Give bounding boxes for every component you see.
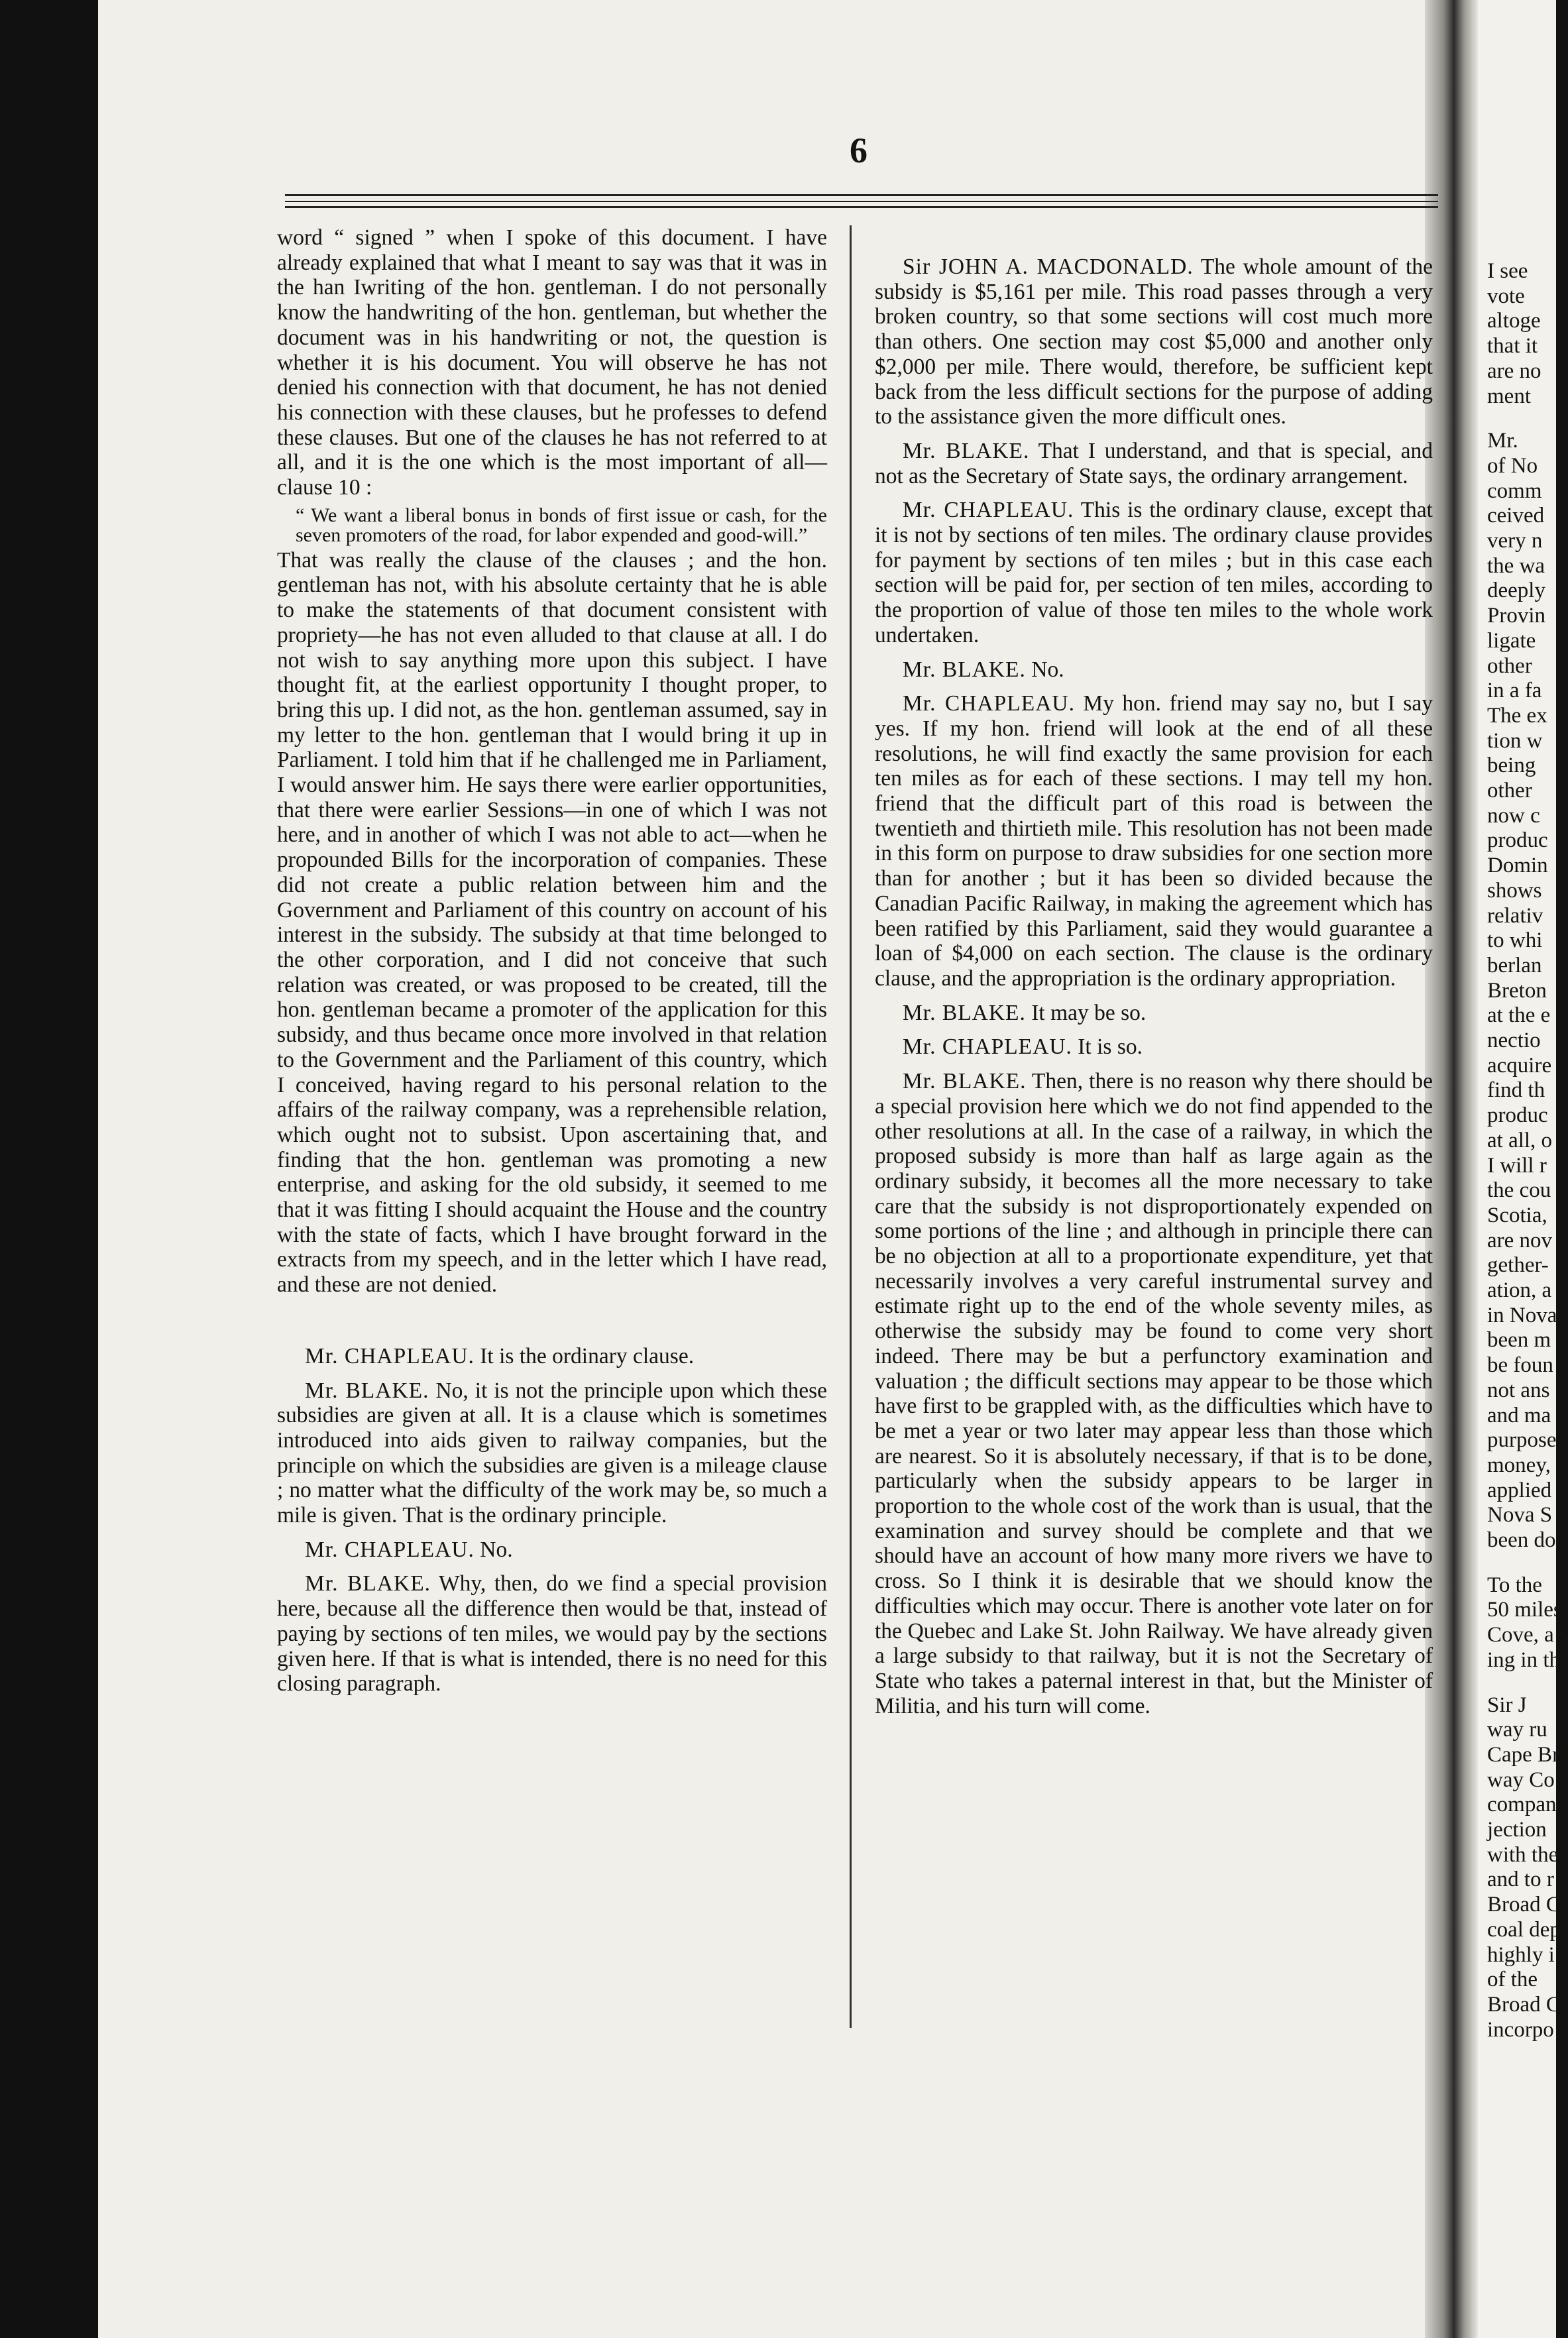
page-number: 6 [850,131,868,170]
speaker-name: Mr. BLAKE. [903,657,1026,682]
adjacent-page-line: ation, a [1487,1278,1552,1302]
adjacent-page-line: altoge [1487,309,1541,333]
speaker-name: Mr. BLAKE. [903,1069,1027,1094]
adjacent-page-line: are nov [1487,1228,1553,1252]
adjacent-page-line: coal dep [1487,1917,1561,1942]
speech-paragraph [875,1034,1433,1060]
adjacent-page-line: Cove, a s [1487,1623,1568,1647]
speaker-name: Mr. CHAPLEAU. [903,1034,1072,1060]
speech-paragraph [875,1001,1433,1026]
speech-paragraph [277,1344,827,1369]
speaker-name: Mr. BLAKE. [903,1000,1026,1025]
speaker-name: Mr. CHAPLEAU. [305,1537,475,1562]
adjacent-page-line: relativ [1487,903,1543,928]
adjacent-page-line: are no [1487,359,1541,383]
adjacent-page-line: shows [1487,878,1542,903]
adjacent-page-line: been do [1487,1528,1556,1552]
adjacent-page-line: I will r [1487,1153,1547,1178]
adjacent-page-line: highly i [1487,1942,1555,1967]
speech-text: That I understand, and that is special, and not as the Secretary of State says, the ordinary arrangement. [875,438,1433,488]
adjacent-page-line: the cou [1487,1178,1551,1203]
speech-paragraph [875,498,1433,647]
adjacent-page-line: ing in th [1487,1647,1561,1672]
adjacent-page-line: produc [1487,1103,1548,1128]
speaker-name: Mr. CHAPLEAU. [903,691,1075,716]
speaker-name: Mr. BLAKE. [903,438,1030,463]
adjacent-page-line: produc [1487,828,1548,853]
adjacent-page-line: deeply [1487,579,1545,603]
adjacent-page-line: money, [1487,1453,1551,1477]
speech-text: My hon. friend may say no, but I say yes. If my hon. friend will look at the end of all these resolutions, he will find exactly the same provision for each ten miles as for each of these sections. I may tell my hon. friend that the difficult part of this road is between the twentieth and thirtieth mile. This resolution has not been made in this form on purpose to draw subsidies for one section more than for another ; but it has been so divided because the Canadian Pacific Railway, in making the agreement which has been ratified by this Parliament, said they would guarantee a loan of $4,000 on each section. The clause is the ordinary clause, and the appropriation is the ordinary appropriation. [875,691,1433,991]
speaker-name: Mr. BLAKE. [305,1571,431,1596]
adjacent-page-line: To the [1487,1573,1542,1597]
speech-text: It is so. [1078,1034,1143,1060]
adjacent-page-line: find th [1487,1078,1545,1103]
adjacent-page-line: been m [1487,1328,1551,1353]
speech-paragraph [277,1537,827,1563]
speech-text: No. [1031,657,1064,682]
quoted-clause [277,506,827,545]
speech-text: The whole amount of the subsidy is $5,161 per mile. This road passes through a very broken country, so that some sections will cost much more than others. One section may cost $5,000 and another only $2,000 per mile. There would, therefore, be sufficient kept back from the less difficult sections for the purpose of adding to the assistance given the more difficult ones. [875,254,1433,429]
adjacent-page-line: the wa [1487,553,1545,578]
body-paragraph [277,225,827,500]
speech-text: Then, there is no reason why there should be a special provision here which we do not find appended to the other resolutions at all. In the case of a railway, in which the proposed subsidy is more than half as large again as the ordinary subsidy, it becomes all the more necessary to take care that the subsidy is not disproportionately expended on some portions of the line ; and although in principle there can be no objection at all to a proportionate expenditure, yet that necessarily involves a very careful instrumental survey and estimate right up to the end of the whole seventy miles, as otherwise the subsidy may be found to come very short indeed. There may be but a perfunctory examination and valuation ; the difficult sections may appear to be those which have first to be grappled with, as the difficulties which have to be met a year or two later may appear less than those which are nearest. So it is absolutely necessary, if that is to be done, particularly when the subsidy appears to be larger in proportion to the whole cost of the work than is usual, that the examination and survey should be complete and that we should have an account of how many more rivers we have to cross. So I think it is desirable that we should know the difficulties which may occur. There is another vote later on for the Quebec and Lake St. John Railway. We have already given a large subsidy to that railway, but it is not the Secretary of State who takes a paternal interest in that, but the Minister of Militia, and his turn will come. [875,1069,1433,1718]
speaker-name: Mr. CHAPLEAU. [305,1343,475,1368]
paragraph-text: word “ signed ” when I spoke of this document. I have already explained that what I meant to say was that it was in the han Iwriting of the hon. gentleman. I do not personally know the handwriting of the hon. gentleman, but whether the document was in his handwriting or not, the question is whether it is his document. You will observe he has not denied his connection with that document, he has not denied his connection with these clauses, but he professes to defend these clauses. But one of the clauses he has not referred to at all, and it is the one which is the most important of all— clause 10 : [277,225,827,500]
adjacent-page-line: Domin [1487,854,1548,878]
adjacent-page-line: comm [1487,478,1542,503]
adjacent-page-line: I see [1487,259,1528,283]
adjacent-page-line: purpose [1487,1428,1557,1453]
header-rule-top [285,194,1438,196]
adjacent-page-line: applied [1487,1478,1552,1502]
adjacent-page-line: be foun [1487,1353,1553,1378]
speech-text: It is the ordinary clause. [480,1343,695,1368]
adjacent-page-line: Sir J [1487,1693,1527,1717]
speech-text: No. [480,1537,513,1562]
adjacent-page-line: other [1487,653,1532,678]
adjacent-page-line: other [1487,779,1532,803]
adjacent-page-line: ligate [1487,628,1536,653]
adjacent-page-line: at all, o [1487,1128,1553,1152]
adjacent-page-line: of the [1487,1968,1538,1992]
adjacent-page-line: in a fa [1487,679,1542,703]
speech-paragraph [875,439,1433,488]
speaker-name: Mr. BLAKE. [305,1378,429,1403]
adjacent-page-line: with the [1487,1842,1559,1867]
adjacent-page-line: that it [1487,334,1538,359]
adjacent-page-line: now c [1487,803,1540,828]
adjacent-page-line: very n [1487,529,1543,553]
adjacent-page-line: Breton [1487,978,1547,1003]
speech-paragraph [875,691,1433,991]
adjacent-page-line: tion w [1487,728,1543,753]
adjacent-page-line: in Nova [1487,1303,1557,1327]
adjacent-page-line: being [1487,753,1536,778]
adjacent-page-line: incorpo [1487,2017,1554,2042]
adjacent-page-fragment [1478,0,1568,2338]
adjacent-page-line: not ans [1487,1378,1550,1402]
speech-text: This is the ordinary clause, except that it is not by sections of ten miles. The ordinary clause provides for payment by sections of ten miles ; but in this case each section will be paid for, per section of ten miles, according to the proportion of value of those ten miles to the whole work undertaken. [875,498,1433,647]
speech-paragraph [277,1378,827,1528]
adjacent-page-line: Nova S [1487,1503,1553,1528]
column-divider [850,225,852,2028]
adjacent-page-line: Cape Br [1487,1742,1560,1767]
book-binding-gutter [1425,0,1478,2338]
adjacent-page-line: jection [1487,1818,1547,1842]
adjacent-page-line: acquire [1487,1053,1552,1078]
speech-paragraph [875,657,1433,683]
adjacent-page-line: and to r [1487,1867,1554,1892]
speech-text: Why, then, do we find a special provision here, because all the difference then would be that, instead of paying by sections of ten miles, we would pay by the sections given here. If that is what is intended, there is no need for this closing paragraph. [277,1571,827,1697]
quote-text: “ We want a liberal bonus in bonds of first issue or cash, for the seven promoters of the road, for labor expended and good-will.” [296,504,827,546]
header-rule-middle [285,201,1438,202]
adjacent-page-line: vote [1487,284,1525,308]
speech-text: No, it is not the principle upon which these subsidies are given at all. It is a clause which is sometimes introduced into aids given to railway companies, but the principle on which the subsidies are given is a mileage clause ; no matter what the difficulty of the work may be, so much a mile is given. That is the ordinary principle. [277,1378,828,1528]
adjacent-page-line: nectio [1487,1029,1541,1052]
adjacent-page-line: ment [1487,384,1531,408]
speaker-name: Mr. CHAPLEAU. [903,498,1074,523]
adjacent-page-line: compan [1487,1793,1557,1817]
adjacent-page-line: and ma [1487,1403,1551,1427]
speech-text: It may be so. [1031,1000,1147,1025]
speech-paragraph [875,254,1433,429]
adjacent-page-line: ceived [1487,504,1545,528]
body-paragraph [277,548,827,1298]
speech-paragraph [277,1571,827,1697]
adjacent-page-line: to whi [1487,928,1543,953]
paragraph-text: That was really the clause of the clauses ; and the hon. gentleman has not, with his absolute certainty that he is able to make the statements of that document consistent with propriety—he has not even alluded to that clause at all. I do not wish to say anything more upon this subject. I have thought fit, at the earliest opportunity I thought proper, to bring this up. I did not, as the hon. gentleman assumed, say in my letter to the hon. gentleman that I would bring it up in Parliament. I told him that if he challenged me in Parliament, I would answer him. He says there were earlier opportunities, that there were earlier Sessions—in one of which I was not here, and in another of which I was not able to act—when he propounded Bills for the incorporation of companies. These did not create a public relation between him and the Government and Parliament of this country on account of his interest in the subsidy. The subsidy at that time belonged to the other corporation, and I did not conceive that such relation was created, or was proposed to be created, till the hon. gentleman became a promoter of the application for this subsidy, and thus became once more involved in that relation to the Government and the Parliament of this country, which I conceived, having regard to his personal relation to the affairs of the railway company, was a reprehensible relation, which ought not to subsist. Upon ascertaining that, and finding that the hon. gentleman was promoting a new enterprise, and asking for the old subsidy, it seemed to me that it was fitting I should acquaint the House and the country with the state of facts, which I have brought forward in the extracts from my speech, and in the letter which I have read, and these are not denied. [277,547,827,1298]
adjacent-page-line: way ru [1487,1718,1547,1742]
speaker-name: Sir JOHN A. MACDONALD. [903,254,1194,279]
speech-paragraph [875,1069,1433,1718]
adjacent-page-line: Provin [1487,604,1546,628]
left-column [277,225,827,1697]
adjacent-page-line: of No [1487,453,1538,478]
adjacent-page-line: Broad C [1487,1893,1561,1917]
adjacent-page-line: berlan [1487,953,1542,977]
adjacent-page-line: 50 miles [1487,1598,1562,1622]
header-rule-bottom [285,206,1438,208]
adjacent-page-line: way Co [1487,1767,1555,1792]
adjacent-page-line: gether- [1487,1253,1549,1278]
adjacent-page-line: The ex [1487,703,1547,728]
adjacent-page-line: Scotia, [1487,1203,1547,1227]
right-column [875,245,1433,1718]
adjacent-page-line: at the e [1487,1003,1551,1028]
adjacent-page-line: Broad C [1487,1992,1561,2017]
adjacent-page-line: Mr. [1487,429,1518,453]
